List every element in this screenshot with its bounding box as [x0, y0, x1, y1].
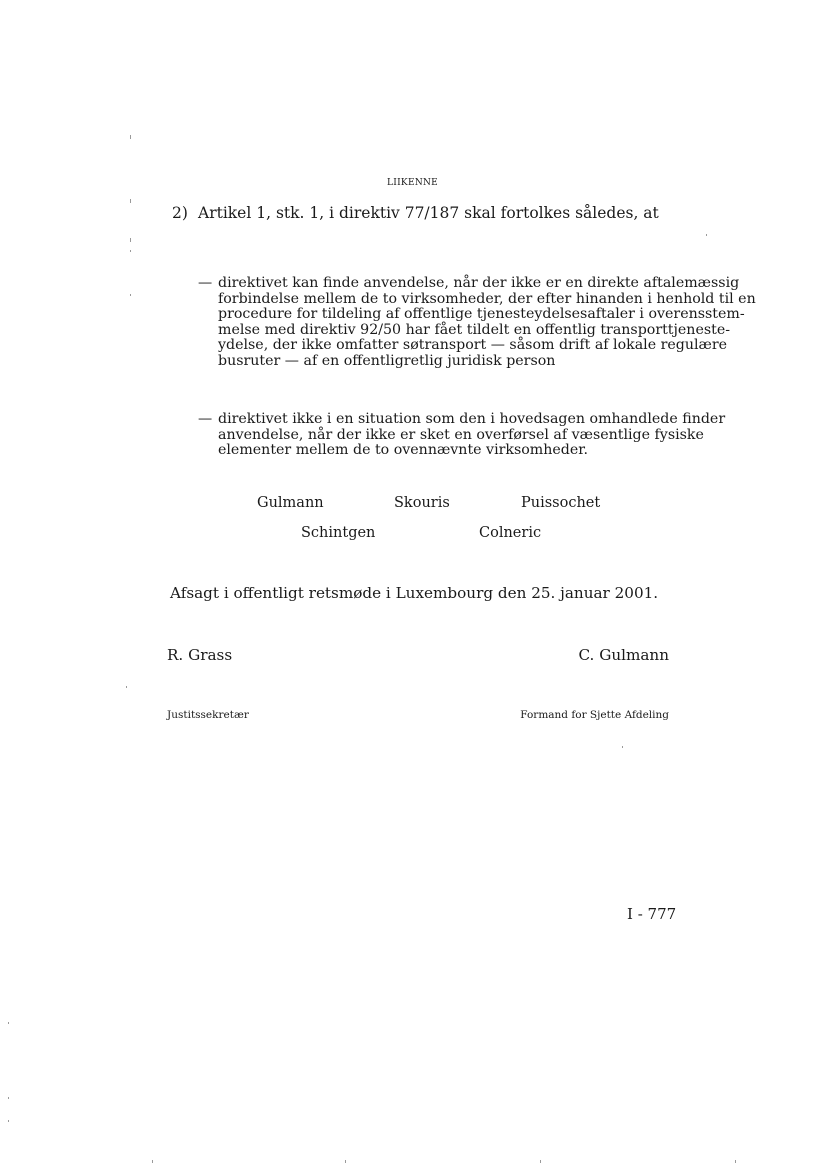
bullet-item-1 — [198, 275, 756, 370]
bullet-text — [218, 275, 756, 370]
scan-speck — [345, 1160, 346, 1163]
bullet-line: ydelse, der ikke omfatter søtransport — såsom drift af lokale regulære — [218, 337, 728, 354]
point-number: 2) — [172, 204, 188, 222]
bullet-line: direktivet kan finde anvendelse, når der ikke er en direkte aftalemæssig — [218, 275, 740, 291]
bullet-line: forbindelse mellem de to virksomheder, der efter hinanden i henhold til en — [218, 290, 756, 307]
scan-speck — [8, 1120, 9, 1122]
judge-name: Gulmann — [257, 495, 324, 511]
bullet-line: busruter — af en offentligretlig juridisk person — [218, 352, 556, 369]
judge-name: Puissochet — [521, 495, 601, 511]
president-name: C. Gulmann — [578, 646, 669, 664]
scan-speck — [130, 199, 131, 203]
judge-name: Colneric — [479, 525, 542, 541]
bullet-dash: — — [198, 411, 213, 427]
judge-name: Schintgen — [301, 525, 376, 541]
bullet-line: elementer mellem de to ovennævnte virksomheder. — [218, 442, 589, 459]
bullet-line: anvendelse, når der ikke er sket en overførsel af væsentlige fysiske — [218, 426, 704, 443]
scan-speck — [152, 1160, 153, 1163]
scan-speck — [126, 686, 127, 688]
scan-speck — [540, 1160, 541, 1163]
bullet-dash: — — [198, 275, 213, 291]
registrar-title: Justitssekretær — [167, 709, 249, 721]
scan-speck — [130, 135, 131, 139]
page-number: I - 777 — [627, 905, 677, 923]
bullet-line: procedure for tildeling af offentlige tjenesteydelsesaftaler i overensstem- — [218, 306, 745, 323]
registrar-name: R. Grass — [167, 646, 233, 664]
bullet-text — [218, 411, 726, 459]
scan-speck — [130, 238, 131, 242]
scan-speck — [130, 294, 131, 296]
scan-speck — [130, 250, 131, 252]
scan-speck — [8, 1097, 9, 1099]
scan-speck — [735, 1160, 736, 1163]
point-text: Artikel 1, stk. 1, i direktiv 77/187 skal fortolkes således, at — [198, 204, 659, 222]
scan-speck — [622, 746, 623, 748]
bullet-line: direktivet ikke i en situation som den i hovedsagen omhandlede finder — [218, 411, 726, 427]
president-title: Formand for Sjette Afdeling — [520, 709, 669, 721]
judge-name: Skouris — [394, 495, 450, 511]
scan-speck — [706, 234, 707, 236]
scan-speck — [8, 1022, 9, 1024]
pronouncement-line: Afsagt i offentligt retsmøde i Luxembourg den 25. januar 2001. — [170, 584, 659, 602]
running-header: LIIKENNE — [386, 178, 439, 188]
ruling-point-2 — [172, 204, 659, 222]
bullet-line: melse med direktiv 92/50 har fået tildelt en offentlig transporttjeneste- — [218, 321, 731, 338]
bullet-item-2 — [198, 411, 726, 459]
